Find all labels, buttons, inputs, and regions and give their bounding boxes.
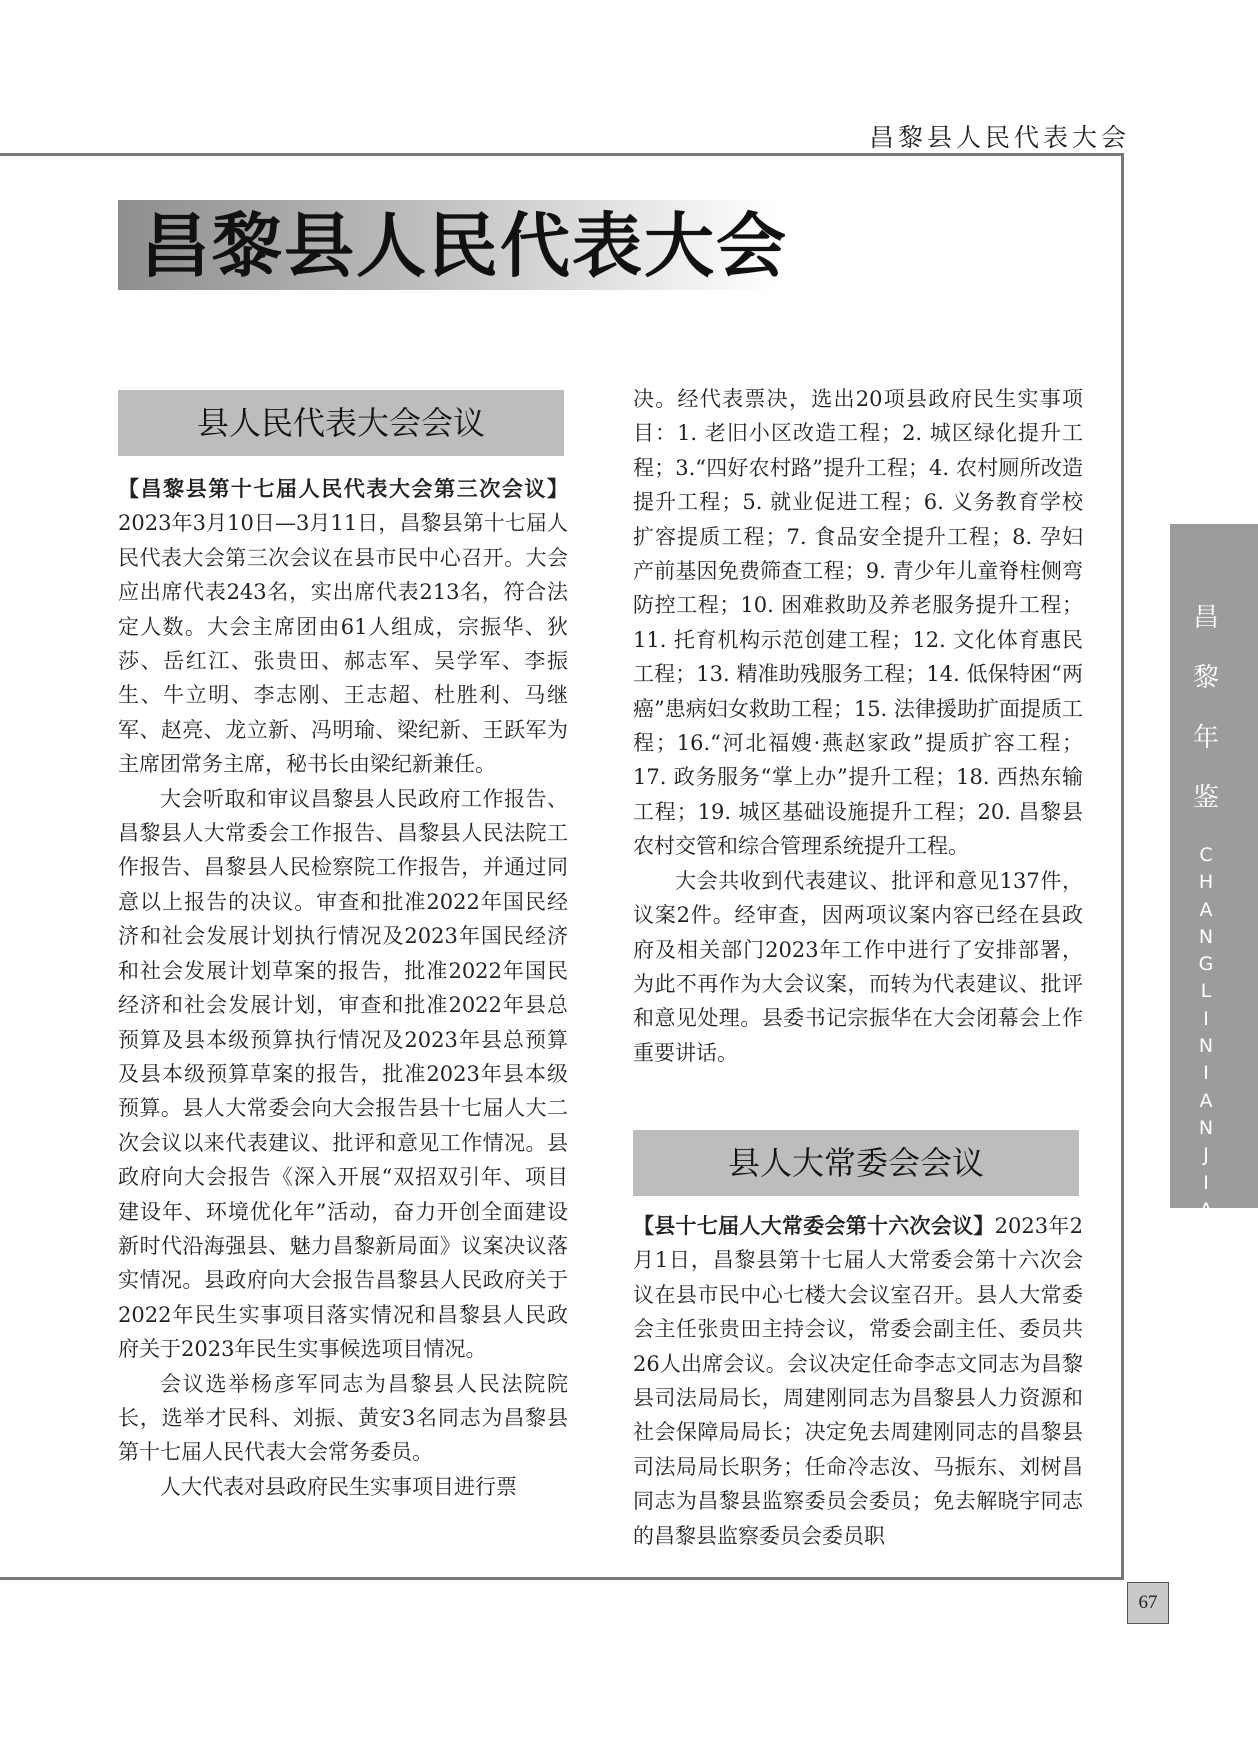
paragraph: 人大代表对县政府民生实事项目进行票 xyxy=(160,1474,517,1499)
subheading: 【县十七届人大常委会第十六次会议】 xyxy=(633,1214,995,1238)
side-letter: I xyxy=(1203,1062,1209,1085)
side-tab-chinese xyxy=(1170,588,1242,828)
side-letter: L xyxy=(1200,980,1212,1003)
running-header: 昌黎县人民代表大会 xyxy=(868,123,1130,152)
paragraph: 会议选举杨彦军同志为昌黎县人民法院院长，选举才民科、刘振、黄安3名同志为昌黎县第十七届人民代表大会常务委员。 xyxy=(118,1371,568,1465)
side-letter: H xyxy=(1198,871,1214,894)
side-letter: I xyxy=(1203,1007,1209,1030)
left-column xyxy=(118,472,568,1504)
right-column-bottom xyxy=(633,1209,1083,1553)
side-letter: C xyxy=(1199,844,1213,866)
paragraph: 决。经代表票决，选出20项县政府民生实事项目：1. 老旧小区改造工程；2. 城区绿化提升工程；3.“四好农村路”提升工程；4. 农村厕所改造提升工程；5. 就业促进工程；6. 义务教育学校扩容提质工程；7. 食品安全提升工程；8. 孕妇产前基因免费筛查工程；9. 青少年儿童脊柱侧弯防控工程；10. 困难救助及养老服务提升工程；11. 托育机构示范创建工程；12. 文化体育惠民工程；13. 精准助残服务工程；14. 低保特困“两癌”患病妇女救助工程；15. 法律援助扩面提质工程；16.“河北福嫂·燕赵家政”提质扩容工程；17. 政务服务“掌上办”提升工程；18. 西热东输工程；19. 城区基础设施提升工程；20. 昌黎县农村交管和综合管理系统提升工程。 xyxy=(633,387,1083,859)
paragraph: 大会共收到代表建议、批评和意见137件，议案2件。经审查，因两项议案内容已经在县政府及相关部门2023年工作中进行了安排部署，为此不再作为大会议案，而转为代表建议、批评和意见处理。县委书记宗振华在大会闭幕会上作重要讲话。 xyxy=(633,868,1083,1065)
side-letter: A xyxy=(1199,1089,1213,1112)
side-letter: N xyxy=(1198,925,1214,948)
side-letter: N xyxy=(1198,1116,1214,1139)
page-number: 67 xyxy=(1127,1582,1169,1624)
paragraph-text: 2023年3月10日—3月11日，昌黎县第十七届人民代表大会第三次会议在县市民中心召开。大会应出席代表243名，实出席代表213名，符合法定人数。大会主席团由61人组成，宗振华、狄莎、岳红江、张贵田、郝志军、吴学军、李振生、牛立明、李志刚、王志超、杜胜利、马继军、赵亮、龙立新、冯明瑜、梁纪新、王跃军为主席团常务主席，秘书长由梁纪新兼任。 xyxy=(118,511,568,777)
subheading: 【昌黎县第十七届人民代表大会第三次会议】 xyxy=(118,477,568,501)
side-letter: I xyxy=(1203,1171,1209,1194)
side-letter: N xyxy=(1198,1226,1214,1249)
side-letter: G xyxy=(1198,953,1214,976)
side-letter: J xyxy=(1203,1144,1209,1167)
section-heading-standing-committee: 县人大常委会会议 xyxy=(633,1130,1079,1196)
paragraph xyxy=(633,1209,1083,1553)
side-char: 黎 xyxy=(1192,663,1219,693)
paragraph xyxy=(118,472,568,782)
side-char: 昌 xyxy=(1192,603,1219,633)
side-tab-pinyin xyxy=(1170,842,1242,1251)
section-heading-congress-meeting: 县人民代表大会会议 xyxy=(118,390,564,456)
side-letter: A xyxy=(1199,898,1213,921)
page-title: 昌黎县人民代表大会 xyxy=(140,205,788,287)
paragraph: 大会听取和审议昌黎县人民政府工作报告、昌黎县人大常委会工作报告、昌黎县人民法院工作报告、昌黎县人民检察院工作报告，并通过同意以上报告的决议。审查和批准2022年国民经济和社会发展计划执行情况及2023年国民经济和社会发展计划草案的报告，批准2022年国民经济和社会发展计划，审查和批准2022年县总预算及县本级预算执行情况及2023年县总预算及县本级预算草案的报告，批准2023年县本级预算。县人大常委会向大会报告县十七届人大二次会议以来代表建议、批评和意见工作情况。县政府向大会报告《深入开展“双招双引年、项目建设年、环境优化年”活动，奋力开创全面建设新时代沿海强县、魅力昌黎新局面》议案决议落实情况。县政府向大会报告昌黎县人民政府关于2022年民生实事项目落实情况和昌黎县人民政府关于2023年民生实事候选项目情况。 xyxy=(118,786,568,1362)
paragraph-text: 2023年2月1日，昌黎县第十七届人大常委会第十六次会议在县市民中心七楼大会议室召开。县人大常委会主任张贵田主持会议，常委会副主任、委员共26人出席会议。会议决定任命李志文同志为昌黎县司法局局长，周建刚同志为昌黎县人力资源和社会保障局局长；决定免去周建刚同志的昌黎县司法局局长职务；任命冷志汝、马振东、刘树昌同志为昌黎县监察委员会委员；免去解晓宇同志的昌黎县监察委员会委员职 xyxy=(633,1214,1083,1548)
side-letter: N xyxy=(1198,1035,1214,1058)
side-char: 鉴 xyxy=(1192,783,1219,813)
side-char: 年 xyxy=(1192,723,1219,753)
side-letter: A xyxy=(1199,1198,1213,1221)
right-column-top xyxy=(633,382,1083,1070)
